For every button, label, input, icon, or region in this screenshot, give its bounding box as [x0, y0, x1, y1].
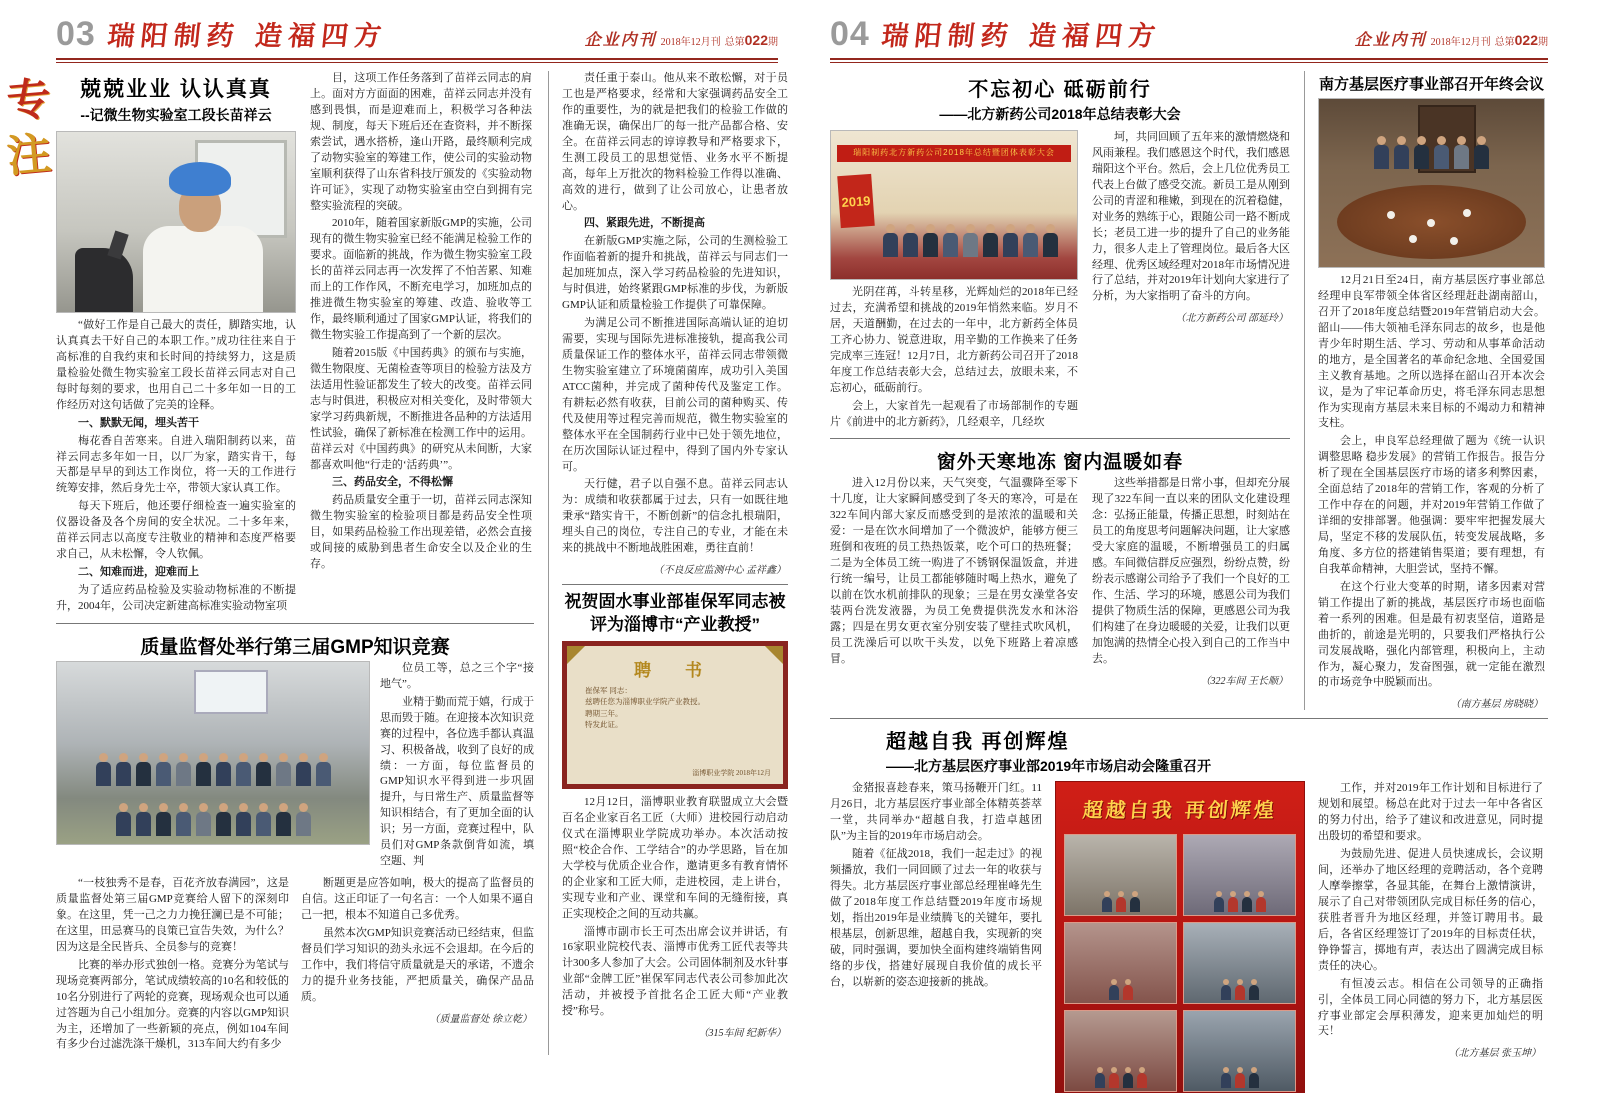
collage-tile [1064, 834, 1177, 916]
left-two-column-region [4, 71, 534, 1055]
byline: （南方基层 房晓晓） [1450, 699, 1543, 711]
paragraph: 坷，共同回顾了五年来的激情燃烧和风雨兼程。我们感恩这个时代，我们感恩瑞阳这个平台。然后，会上几位优秀员工代表上台做了感受交流。新员工是从刚到公司的青涩和稚嫩，到现在的沉着稳健，对业务的熟练于心，跟随公司一路不断成长；老员工进一步的提升了自己的业务能力，很多人走上了管理岗位。最后各大区经理、优秀区域经理对2018年市场情况进行了总结，并对2019年计划向大家进行了分析，为大家指明了奋斗的方向。 [1092, 131, 1290, 303]
article-gmp-title: 质量监督处举行第三届GMP知识竞赛 [56, 623, 534, 659]
left-two-column-region [830, 71, 1290, 710]
appointment-certificate-image [562, 641, 788, 789]
article-beifang-colR-text [1092, 130, 1290, 305]
teacup [1387, 211, 1395, 219]
person-figure [943, 233, 958, 257]
section-subhead: 二、知难而进，迎难而上 [78, 566, 199, 579]
paragraph: 比赛的举办形式独创一格。竞赛分为笔试与现场竞赛两部分，笔试成绩较高的10名和较低的10名分别进行了两轮的竞赛，现场观众也可以通过答题为自己小组加分。竞赛的内容以GMP知识为主，还增加了一些新颖的亮点，例如104车间有多少台过滤洗涤干燥机，313车间大约有多少 [56, 958, 289, 1051]
person-figure [1414, 145, 1429, 169]
calligraphy-char-zhu: 注 [4, 128, 54, 183]
section-subhead: 一、默默无闻，埋头苦干 [78, 416, 199, 429]
collage-tile [1183, 922, 1296, 1004]
article-beifang-subtitle: ——北方新药公司2018年总结表彰大会 [939, 106, 1181, 122]
paragraph: 12月12日，淄博职业教育联盟成立大会暨百名企业家百名工匠（大师）进校园行动启动仪式在淄博职业学院成功举办。本次活动按照“校企合作、工学结合”的办学思路，旨在加大学校与优质企业合作，邀请更多有教育情怀的企业家和工匠大师，走进校园，走上讲台，实现专业和产业、课堂和车间的无缝衔接，真正实现校企之间的互动共赢。 [562, 796, 788, 920]
article-gmp [56, 623, 534, 1056]
teacup [1463, 209, 1471, 217]
article-miao-subtitle: --记微生物实验室工段长苗祥云 [80, 107, 272, 123]
year-end-meeting-photo [1318, 98, 1545, 268]
kickoff-collage-image [1055, 781, 1305, 1093]
paragraph: 会上，申良军总经理做了题为《统一认识 调整思略 稳步发展》的营销工作报告。报告分析了现在全国基层医疗市场的诸多利弊因素，全面总结了2018年的营销工作，客观的分析了工作中存在的问题，并对2019年营销工作做了详细的安排部署。他强调：要牢牢把握发展大局，坚定不移的发展队伍，转变发展战略，多角度、多方位的搭建销售渠道；要有理想，有自我革命精神，大胆尝试，坚持不懈。 [1318, 435, 1545, 575]
article-divider [562, 584, 788, 585]
paragraph: 会上，大家首先一起观看了市场部制作的专题片《前进中的北方新药》，几经艰辛，几经坎 [830, 399, 1078, 428]
paragraph: 兹聘任您为淄博职业学院产业教授。 [585, 697, 705, 707]
person-figure [296, 762, 311, 786]
stage-crowd [867, 233, 1073, 257]
article-chaoyue-colA-text [830, 781, 1042, 990]
page-number: 04 [830, 15, 870, 53]
article-miao-title: 兢兢业业 认认真真 [80, 78, 272, 101]
paragraph: 特发此证。 [585, 719, 623, 729]
byline: （315车间 纪新华） [698, 1028, 786, 1040]
lab-coat-figure [143, 226, 263, 312]
meeting-crowd [1319, 145, 1544, 169]
collage-tile [1064, 1010, 1177, 1092]
teacup [1450, 237, 1458, 245]
article-gmp-colA-text [56, 876, 289, 1055]
paragraph: 为了适应药品检验及实验动物标准的不断提升，2004年，公司决定新建高标准实验动物室项 [56, 584, 296, 612]
person-figure [176, 812, 191, 836]
section-subhead: 三、药品安全，不得松懈 [332, 476, 453, 489]
issue-date: 2018年12月刊 [1430, 37, 1491, 48]
article-miao-col1-text [56, 318, 296, 615]
article-beifang-title: 不忘初心 砥砺前行 [968, 79, 1152, 101]
paragraph: 药品质量安全重于一切，苗祥云同志深知微生物实验室的检验项目都是药品安全性项目，如果药品检验工作出现差错，必然会直接或间接的威胁到患者生命安全以及企业的生存。 [310, 494, 532, 571]
kickoff-collage [1055, 781, 1305, 1093]
paragraph: 业精于勤而荒于嬉，行成于思而毁于随。在迎接本次知识竞赛的过程中，各位选手都认真温习、积极备战，收到了良好的成绩：一方面，每位监督员的GMP知识水平得到进一步巩固提升，与日常生产、质量监督等知识相结合，有了更加全面的认识；另一方面，竞赛过程中，队员们对GMP条款倒背如流，填空题、判 [380, 695, 534, 868]
paragraph: 虽然本次GMP知识竞赛活动已经结束，但监督员们学习知识的劲头永远不会退却。在今后的工作中，我们将信守质量就是天的承诺，不遗余力的提升业务技能，严把质量关，确保产品品质。 [301, 926, 534, 1003]
person-figure [1023, 233, 1038, 257]
paragraph: 梅花香自苦寒来。自进入瑞阳制药以来，苗祥云同志多年如一日，以厂为家，踏实肯干，每天都是早早的到达工作岗位，将一天的工作进行统筹安排，然后身先士卒，带领大家认真工作。 [56, 434, 296, 495]
teacup [1427, 219, 1435, 227]
article-chaoyue-column-left [830, 781, 1042, 1093]
paragraph: 为鼓励先进、促进人员快速成长，会议期间，还举办了地区经理的竞聘活动，各个竞聘人摩拳擦掌，各显其能，在舞台上激情演讲，展示了自己对带领团队完成目标任务的信心，获胜者晋升为地区经理，并签订聘用书。最后，各省区经理签订了2019年的目标责任状，铮铮誓言，掷地有声，表达出了圆满完成目标责任的决心。 [1318, 848, 1543, 972]
right-column-region [548, 71, 788, 1055]
collage-tile [1183, 834, 1296, 916]
issue-number: 总第022期 [1494, 32, 1548, 48]
collage-photos [1064, 834, 1296, 1092]
person-figure [1474, 145, 1489, 169]
person-figure [963, 233, 978, 257]
paragraph: 有恒凌云志。相信在公司领导的正确指引，全体员工同心同德的努力下，北方基层医疗事业部定会厚积薄发，迎来更加灿烂的明天！ [1318, 977, 1543, 1038]
paragraph: 为满足公司不断推进国际高端认证的迫切需要，实现与国际先进标准接轨，提高我公司质量保证工作的整体水平，苗祥云同志带领微生物实验室建立了环境菌菌库，成功引入美国ATCC菌种，并完成了菌种传代及鉴定工作。有耕耘必然有收获，目前公司的菌种购买、传代及使用等过程完善而规范，微生物实验室的整体水平在全国制药行业中已处于领先地位，在历次国际认证过程中，得到了国内外专家认可。 [562, 317, 788, 473]
collage-tile [1064, 922, 1177, 1004]
paragraph: 随着2015版《中国药典》的颁布与实施，微生物限度、无菌检查等项目的检验方法及方法适用性验证都发生了较大的改变。苗祥云同志与时俱进，积极应对相关变化，及时带领大家学习药典新规，不断推进各品种的方法适用性试验，确保了新标准在检测工作中的运用。苗祥云对《中国药典》的研究从未间断，大家都喜欢叫他“行走的‘活药典’”。 [310, 346, 532, 471]
person-figure [216, 812, 231, 836]
masthead-title: 瑞阳制药 造福四方 [105, 21, 389, 52]
article-miao-column-2 [310, 71, 532, 617]
byline: （不良反应监测中心 孟祥鑫） [653, 565, 786, 577]
page-number: 03 [56, 15, 96, 53]
paragraph: 光阴荏苒，斗转星移，光辉灿烂的2018年已经过去，充满希望和挑战的2019年悄然来临。岁月不居，天道酬勤，在过去的一年中，北方新药全体员工齐心协力、锐意进取，用辛勤的工作换来了任务完成率三连冠！12月7日，北方新药公司召开了2018年度工作总结表彰大会，总结过去，放眼未来，不忘初心，砥砺前行。 [830, 286, 1078, 394]
projector-screen [194, 670, 268, 714]
article-gmp-side-text [380, 661, 534, 872]
page-header [830, 14, 1548, 58]
article-chaoyue-subtitle: ——北方基层医疗事业部2019年市场启动会隆重召开 [886, 758, 1212, 775]
issue-info [585, 27, 778, 50]
person-figure [136, 762, 151, 786]
paragraph: 每天下班后，他还要仔细检查一遍实验室的仪器设备及各个房间的安全状况。二十多年来，苗祥云同志以高度专注敬业的精神和态度严格要求自己，从未松懈，令人钦佩。 [56, 500, 296, 561]
person-figure [236, 762, 251, 786]
crowd-back-row [57, 762, 369, 786]
issue-date: 2018年12月刊 [660, 37, 721, 48]
paragraph: 崔保军 同志： [585, 686, 632, 695]
article-window-column-left [830, 476, 1078, 686]
article-chaoyue-colB-text [1318, 781, 1543, 1040]
person-figure [276, 762, 291, 786]
calligraphy-label [4, 73, 54, 183]
article-cui-text [562, 795, 788, 1020]
article-window-colB-text [1092, 476, 1290, 667]
right-column-region [1304, 71, 1545, 710]
paragraph: 目，这项工作任务落到了苗祥云同志的肩上。面对方方面面的困难，苗祥云同志并没有感到畏惧，而是迎难而上，积极学习各种法规、制度，每天下班后还在查资料，并不断探索尝试，遇水搭桥，逢山开路，最终顺利完成了动物实验室的筹建工作，使公司的实验动物室顺利获得了山东省科技厅颁发的《实验动物许可证》，实现了动物实验室由空白到拥有完整实验流程的突破。 [310, 72, 532, 212]
person-figure [983, 233, 998, 257]
certificate-signature: 淄博职业学院 2018年12月 [692, 769, 771, 777]
article-window-title: 窗外天寒地冻 窗内温暖如春 [830, 438, 1290, 474]
byline: （322车间 王长顺） [1200, 675, 1288, 687]
person-figure [296, 812, 311, 836]
blue-hairnet [169, 162, 231, 196]
article-chaoyue-column-right [1318, 781, 1543, 1093]
person-figure [883, 233, 898, 257]
paragraph: 随着《征战2018，我们一起走过》的视频播放，我们一同回顾了过去一年的收获与得失。北方基层医疗事业部总经理崔峰先生做了2018年度工作总结暨2019年度市场规划，指出2019年是业绩腾飞的关键年，要扎根基层，创新思维，超越自我，实现新的突破，同时强调，要加快全面构建终端销售网络的步伐，搭建好展现自我价值的成长平台，以崭新的姿态迎接新的挑战。 [830, 848, 1042, 988]
article-gmp-colB-text [301, 876, 534, 1006]
paragraph: 责任重于泰山。他从来不敢松懈，对于员工也是严格要求，经常和大家强调药品安全工作的重要性，为的就是把我们的检验工作做的准确无误，确保出厂的每一批产品都合格、安全。在苗祥云同志的谆谆教导和严格要求下，生测工段员工的思想觉悟、业务水平不断提高，每年上万批次的物料检验工作得以准确、高效的进行，做到了让公司放心，让患者放心。 [562, 72, 788, 212]
crowd-front-row [57, 812, 369, 836]
paragraph: 位员工等，总之三个字“接地气”。 [380, 661, 534, 690]
person-figure [1454, 145, 1469, 169]
byline: （质量监督处 徐立乾） [429, 1013, 532, 1025]
paragraph: 聘期三年。 [585, 708, 623, 718]
page-04 [800, 0, 1600, 1093]
award-ceremony-photo [830, 130, 1078, 280]
ceremony-banner-text: 瑞阳制药北方新药公司2018年总结暨团体表彰大会 [837, 145, 1071, 162]
article-window-column-right [1092, 476, 1290, 686]
person-figure [196, 762, 211, 786]
person-figure [276, 812, 291, 836]
person-figure [1374, 145, 1389, 169]
paragraph: 这些举措都是日常小事，但却充分展现了322车间一直以来的团队文化建设理念：弘扬正能量，传播正思想，时刻站在员工的角度思考问题解决问题，让大家感受大家庭的温暖，不断增强员工的归属感。车间微信群反应强烈，纷纷点赞，纷纷表示感谢公司给予了我们一个良好的工作、生活、学习的环境，感恩公司为我们提供了物质生活的保障，更感恩公司为我们构建了在身边暖暖的关爱，让我们以更加饱满的热情全心投入到自己的工作当中去。 [1092, 477, 1290, 665]
article-nanfang-text [1318, 273, 1545, 691]
person-figure [903, 233, 918, 257]
person-figure [256, 762, 271, 786]
person-figure [1043, 233, 1058, 257]
person-figure [116, 762, 131, 786]
teacup [1409, 235, 1417, 243]
header-rule [56, 58, 778, 63]
masthead-title: 瑞阳制药 造福四方 [879, 21, 1163, 52]
gmp-group-photo [56, 661, 370, 845]
article-cui-title: 祝贺固水事业部崔保军同志被 评为淄博市“产业教授” [564, 592, 786, 635]
paragraph: 在新版GMP实施之际，公司的生测检验工作面临着新的提升和挑战，苗祥云与同志们一起加班加点，深入学习药品检验的先进知识，与时俱进，始终紧跟GMP标准的步伐，为新版GMP认证和质量检验工作提供了可靠保障。 [562, 235, 788, 312]
person-figure [216, 762, 231, 786]
microscope-silhouette [75, 248, 133, 312]
paragraph: 工作，并对2019年工作计划和目标进行了规划和展望。杨总在此对于过去一年中各省区的努力付出，给予了建议和改进意见，同时提出殷切的希望和要求。 [1318, 782, 1543, 843]
person-figure [156, 762, 171, 786]
paragraph: 断题更是应答如响，极大的提高了监督员的自信。这正印证了一句名言：一个人如果不逼自己一把，根本不知道自己多优秀。 [301, 877, 534, 921]
paragraph: 2010年，随着国家新版GMP的实施，公司现有的微生物实验室已经不能满足检验工作的要求。面临新的挑战，作为微生物实验室工段长的苗祥云同志再一次发挥了不怕苦累、知难而上的工作作风，不断充电学习，加班加点的推进微生物实验室的筹建、改造、验收等工作，最终顺利通过了国家GMP认证，将我们的微生物实验工作提高到了一个新的层次。 [310, 217, 532, 341]
person-figure [316, 762, 331, 786]
byline: （北方新药公司 邵延玲） [1175, 313, 1288, 325]
person-figure [176, 762, 191, 786]
article-beifang-colL-text [830, 285, 1078, 430]
calligraphy-char-zhuan: 专 [4, 73, 54, 128]
collage-banner-text: 超越自我 再创辉煌 [1081, 798, 1278, 823]
paragraph: 进入12月份以来，天气突变，气温骤降至零下十几度，让大家瞬间感受到了冬天的寒冷，可是在322车间内部大家反而感受到的是浓浓的温暖和关爱：一是在饮水间增加了一个微波炉，能够方便三班倒和夜班的员工热热饭菜，吃个可口的热班餐；二是为全体员工统一购进了不锈钢保温饭盒，并进行统一编号，让员工都能够随时喝上热水，避免了以前在饮水机前排队的现象；三是在男女澡堂各安装两台洗发液器，为员工免费提供洗发水和沐浴露；四是在男女更衣室分别安装了壁挂式吹风机，员工洗澡后可以吹干头发，以免下班路上着凉感冒。 [830, 477, 1078, 665]
person-figure [196, 812, 211, 836]
person-figure [923, 233, 938, 257]
person-figure [1003, 233, 1018, 257]
header-rule [830, 58, 1548, 63]
article-chaoyue-title: 超越自我 再创辉煌 [886, 731, 1070, 754]
paragraph: 天行健，君子以自强不息。苗祥云同志认为：成绩和收获都属于过去，只有一如既往地秉承“踏实肯干，不断创新”的信念扎根瑞阳，埋头自己的岗位，专注自己的专业，才能在未来的挑战中不断地战胜困难，勇往直前！ [562, 478, 788, 555]
issue-name: 企业内刊 [584, 32, 657, 49]
article-miao-column-1 [4, 71, 296, 617]
article-miao-col2-text [310, 71, 532, 573]
issue-number: 总第022期 [724, 32, 778, 48]
year-sign: 2019 [837, 174, 875, 228]
article-beifang-column-left [830, 130, 1078, 432]
article-miao-col3-text [562, 71, 788, 557]
person-figure [136, 812, 151, 836]
lab-portrait-image [56, 131, 296, 313]
person-figure [156, 812, 171, 836]
paragraph: 金猪报喜趁春来，策马扬鞭开门红。11月26日，北方基层医疗事业部全体精英荟萃一堂，共同举办“超越自我，打造卓越团队”为主旨的2019年市场启动会。 [830, 782, 1042, 843]
paragraph: “做好工作是自己最大的责任，脚踏实地，认认真真去干好自己的本职工作。”成功往往来自于高标准的自我约束和长时间的持续努力，这是质量检验处微生物实验室工段长苗祥云同志对自己每时每刻的要求，也用自己二十多年如一日的工作经历对这句话做了完美的诠释。 [56, 319, 296, 411]
person-figure [1394, 145, 1409, 169]
person-figure [236, 812, 251, 836]
article-chaoyue [830, 718, 1548, 1093]
paragraph: 在这个行业大变革的时期，诸多因素对营销工作提出了新的挑战，基层医疗市场也面临着一系列的困难。但是最有初衷坚信，道路是曲折的，前途是光明的，只要我们严格执行公司发展战略，强化内部管理，积极向上，主动作为，凝心聚力，发奋图强，就一定能在激烈的市场竞争中脱颖而出。 [1318, 580, 1545, 689]
person-figure [1434, 145, 1449, 169]
page-header [56, 14, 778, 58]
person-figure [116, 812, 131, 836]
paragraph: “一枝独秀不是春，百花齐放春满园”，这是质量监督处第三届GMP竞赛给人留下的深刻印象。在这里，凭一己之力力挽狂澜已是不可能；在这里，田忌赛马的良策已宣告失效，为什么？因为这是全民皆兵、全员参与的竞赛！ [56, 877, 289, 953]
section-subhead: 四、紧跟先进，不断提高 [584, 217, 705, 230]
paragraph: 12月21日至24日，南方基层医疗事业部总经理申良军带领全体省区经理赶赴湖南韶山，召开了2018年度总结暨2019年营销启动大会。韶山——伟大领袖毛泽东同志的故乡，也是他青少年时期生活、学习、劳动和从事革命活动的地方，是全国著名的革命纪念地、全国爱国主义教育基地。之所以选择在韶山召开本次会议，是为了牢记革命历史，将毛泽东同志思想作为实现南方基层未来目标的不竭动力和精神支柱。 [1318, 274, 1545, 430]
person-figure [96, 762, 111, 786]
issue-info [1355, 27, 1548, 50]
byline: （北方基层 张玉坤） [1448, 1048, 1541, 1060]
article-beifang-column-right [1092, 130, 1290, 432]
issue-name: 企业内刊 [1354, 32, 1427, 49]
certificate-text [567, 681, 783, 730]
paragraph: 淄博市副市长王可杰出席会议并讲话，有16家职业院校代表、淄博市优秀工匠代表等共计300多人参加了大会。公司固体制剂及水针事业部“金牌工匠”崔保军同志代表公司参加此次活动，并被授予首批名企工匠大师“产业教授”称号。 [562, 925, 788, 1018]
person-figure [256, 812, 271, 836]
article-nanfang-title: 南方基层医疗事业部召开年终会议 [1318, 76, 1544, 93]
article-gmp-colB [301, 876, 534, 1055]
collage-tile [1183, 1010, 1296, 1092]
certificate-title: 聘 书 [634, 661, 716, 681]
article-window-colA-text [830, 476, 1078, 667]
